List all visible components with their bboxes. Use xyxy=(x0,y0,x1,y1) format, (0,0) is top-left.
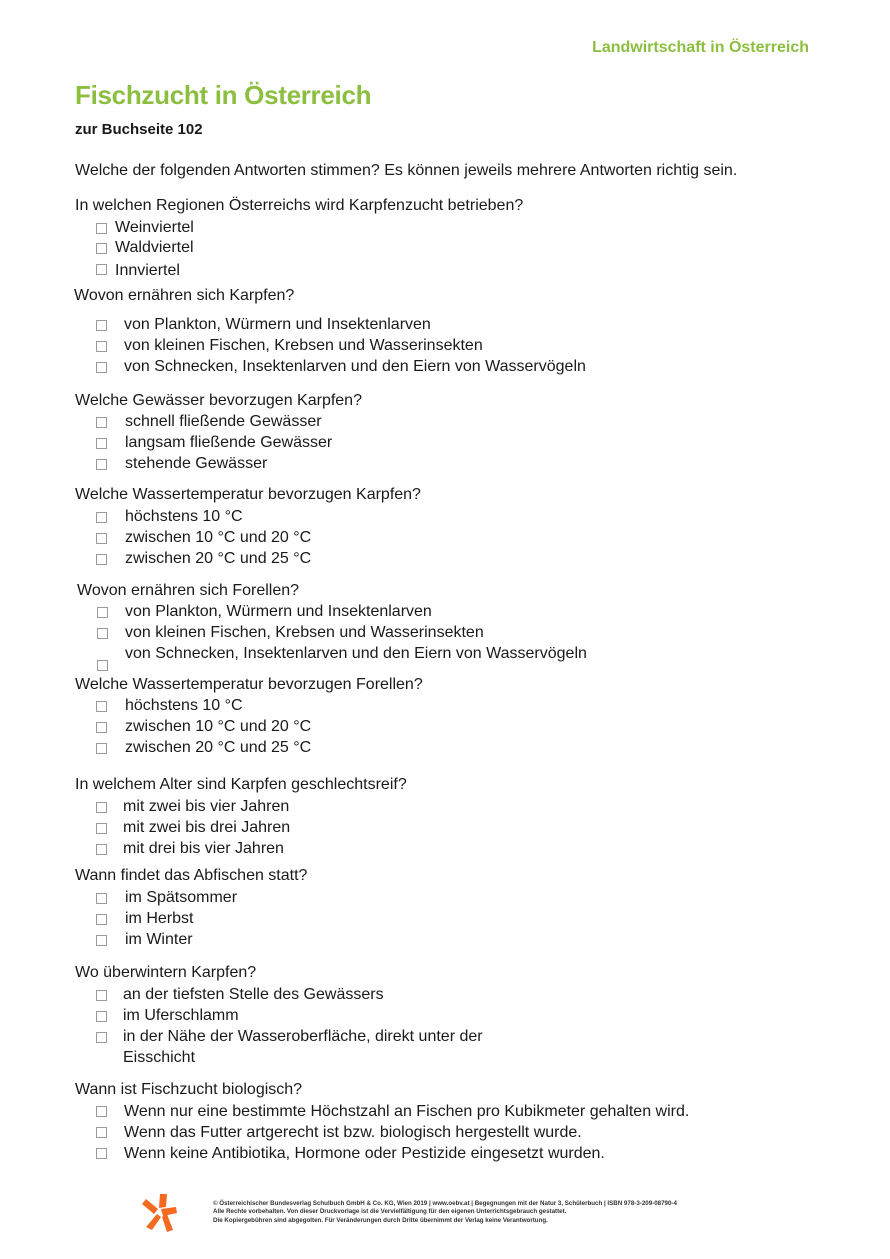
checkbox-icon[interactable] xyxy=(96,802,107,813)
checkbox-icon[interactable] xyxy=(96,935,107,946)
checkbox-icon[interactable] xyxy=(96,1106,107,1117)
checkbox-icon[interactable] xyxy=(96,722,107,733)
checkbox-icon[interactable] xyxy=(96,417,107,428)
checkbox-icon[interactable] xyxy=(96,1011,107,1022)
question-7: In welchem Alter sind Karpfen geschlechtsreif? xyxy=(75,776,407,793)
checkbox-icon[interactable] xyxy=(96,459,107,470)
checkbox-icon[interactable] xyxy=(96,223,107,234)
checkbox-icon[interactable] xyxy=(96,823,107,834)
checkbox-icon[interactable] xyxy=(96,512,107,523)
question-2: Wovon ernähren sich Karpfen? xyxy=(74,287,295,304)
question-8: Wann findet das Abfischen statt? xyxy=(75,867,308,884)
checkbox-icon[interactable] xyxy=(96,554,107,565)
page-title: Fischzucht in Österreich xyxy=(75,80,372,110)
checkbox-icon[interactable] xyxy=(96,914,107,925)
checkbox-icon[interactable] xyxy=(96,1032,107,1043)
question-1: In welchen Regionen Österreichs wird Karpfenzucht betrieben? xyxy=(75,197,524,214)
question-9: Wo überwintern Karpfen? xyxy=(75,964,257,981)
checkbox-icon[interactable] xyxy=(96,990,107,1001)
question-4: Welche Wassertemperatur bevorzugen Karpfen? xyxy=(75,486,421,503)
checkbox-icon[interactable] xyxy=(96,1127,107,1138)
footer-line: Alle Rechte vorbehalten. Von dieser Druckvorlage ist die Vervielfältigung für den eigenen Unterrichtsgebrauch gestattet. xyxy=(213,1208,567,1216)
checkbox-icon[interactable] xyxy=(96,264,107,275)
checkbox-icon[interactable] xyxy=(96,438,107,449)
checkbox-icon[interactable] xyxy=(96,533,107,544)
instructions: Welche der folgenden Antworten stimmen? Es können jeweils mehrere Antworten richtig sein. xyxy=(75,162,738,179)
checkbox-icon[interactable] xyxy=(97,607,108,618)
footer-line: Die Kopiergebühren sind abgegolten. Für Veränderungen durch Dritte übernimmt der Verlag keine Verantwortung. xyxy=(213,1216,548,1224)
footer-line: © Österreichischer Bundesverlag Schulbuch GmbH & Co. KG, Wien 2019 | www.oebv.at | Begegnungen mit der Natur 3, Schülerbuch | ISBN 978-3-209-08790-4 xyxy=(213,1200,677,1207)
checkbox-icon[interactable] xyxy=(96,743,107,754)
checkbox-icon[interactable] xyxy=(96,341,107,352)
question-6: Welche Wassertemperatur bevorzugen Forellen? xyxy=(75,676,423,693)
checkbox-icon[interactable] xyxy=(96,243,107,254)
question-5: Wovon ernähren sich Forellen? xyxy=(77,582,300,599)
checkbox-icon[interactable] xyxy=(96,844,107,855)
checkbox-icon[interactable] xyxy=(96,701,107,712)
question-10: Wann ist Fischzucht biologisch? xyxy=(75,1081,303,1098)
publisher-logo-icon xyxy=(140,1192,182,1234)
checkbox-icon[interactable] xyxy=(97,628,108,639)
question-3: Welche Gewässer bevorzugen Karpfen? xyxy=(75,392,362,409)
page-subtitle: zur Buchseite 102 xyxy=(75,121,203,138)
checkbox-icon[interactable] xyxy=(96,362,107,373)
footer-copyright xyxy=(213,1200,773,1225)
checkbox-icon[interactable] xyxy=(96,1148,107,1159)
checkbox-icon[interactable] xyxy=(96,320,107,331)
header-category: Landwirtschaft in Österreich xyxy=(592,39,809,56)
checkbox-icon[interactable] xyxy=(97,660,108,671)
checkbox-icon[interactable] xyxy=(96,893,107,904)
